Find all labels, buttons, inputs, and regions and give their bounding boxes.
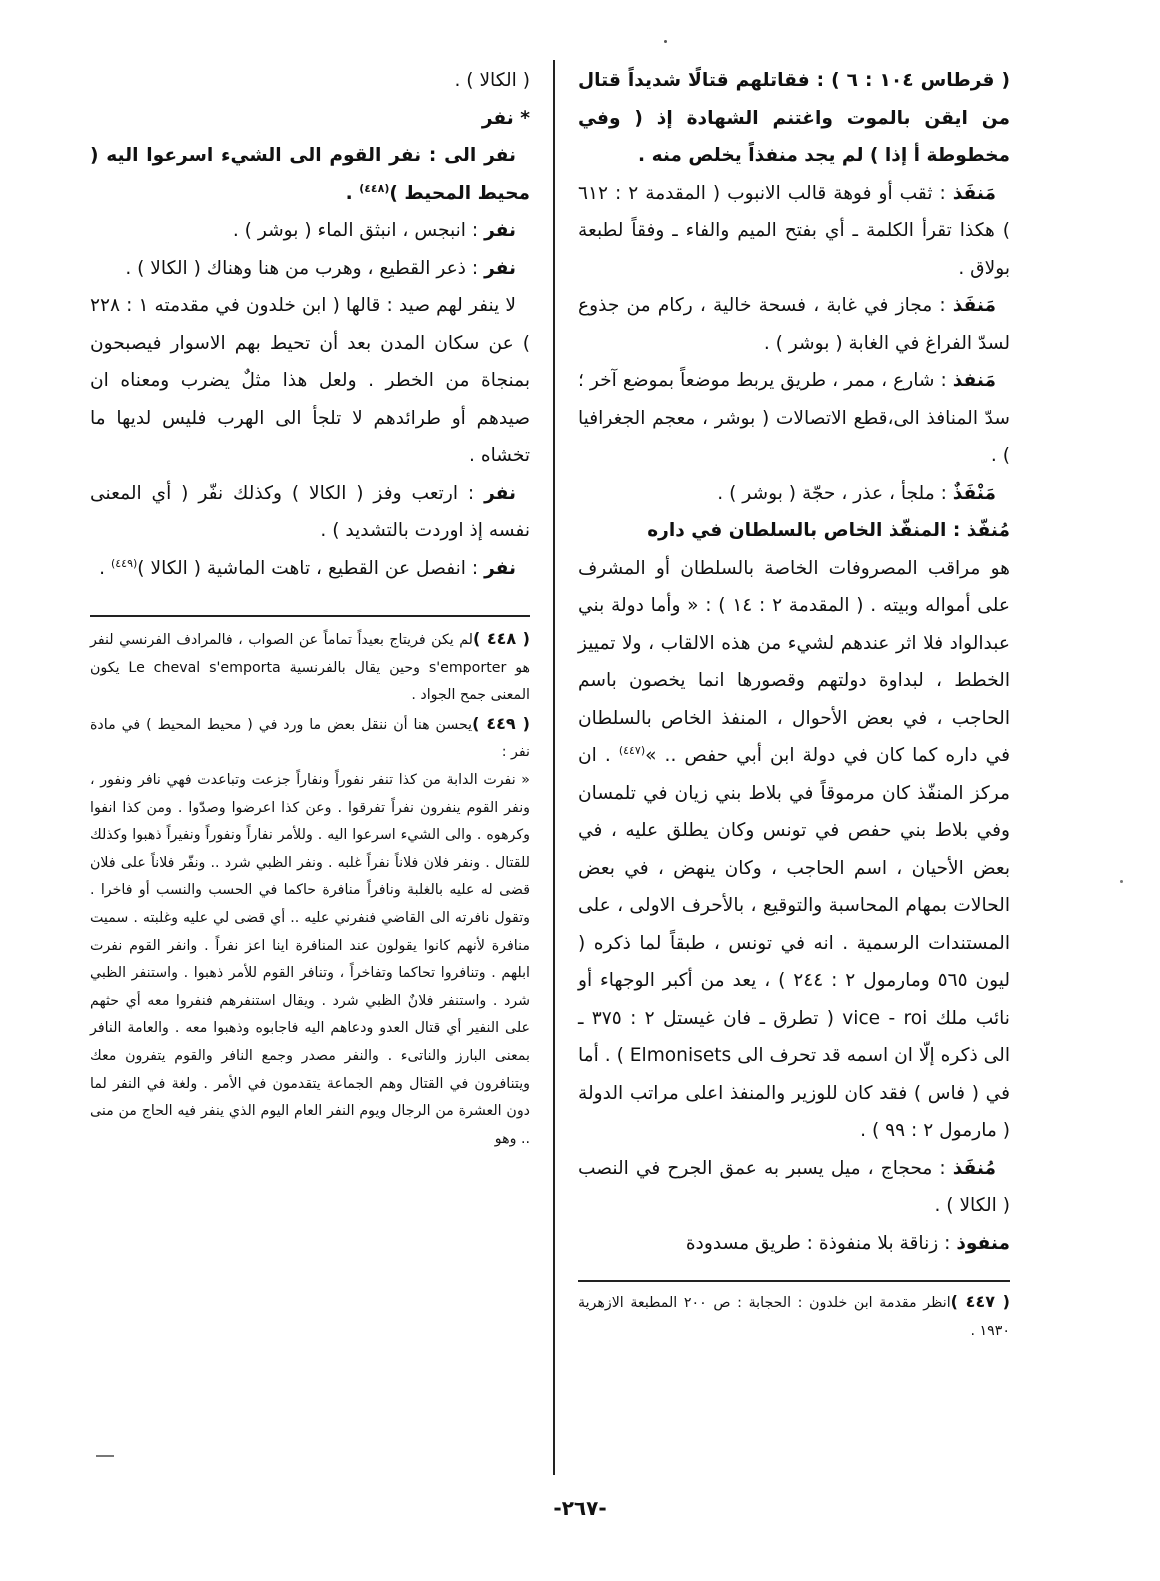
entry-body: هو مراقب المصروفات الخاصة بالسلطان أو المشرف على أمواله وبيته . ( المقدمة ٢ : ١٤ ) : « وأما دولة بني عبدالواد فلا اثر عندهم لشيء من هذه الالقاب ، ولا تمييز الخطط ، لبداوة دولتهم وقصورها انما يخصون باسم الحاجب ، في بعض الأحوال ، المنفذ الخاص بالسلطان في داره كما كان في دولة ابن أبي حفص .. » [578, 557, 1010, 766]
paragraph [90, 475, 530, 550]
footnote-text: يحسن هنا أن ننقل بعض ما ورد في ( محيط المحيط ) في مادة نفر : [90, 716, 530, 761]
entry-body-cont: . ان مركز المنفّذ كان مرموقاً في بلاط بني زيان في تلمسان وفي بلاط بني حفص في تونس وكان يطلق عليه ، في بعض الأحيان ، اسم الحاجب ، وكان ينهض ، في بعض الحالات بمهام المحاسبة والتوقيع ، بالأحرف الاولى ، على المستندات الرسمية . انه في تونس ، طبقاً لما ذكره ( ليون ٥٦٥ ومارمول ٢ : ٢٤٤ ) ، يعد من أكبر الوجهاء أو نائب ملك vice - roi ( تطرق ـ فان غيستل ٢ : ٣٧٥ ـ الى ذكره إلّا ان اسمه قد تحرف الى Elmonisets ) . أما في ( فاس ) فقد كان للوزير والمنفذ اعلى مراتب الدولة ( مارمول ٢ : ٩٩ ) . [578, 745, 1010, 1141]
entry-body: : ارتعب وفز ( الكالا ) وكذلك نفّر ( أي المعنى نفسه إذ اوردت بالتشديد ) . [90, 482, 530, 541]
paragraph [90, 550, 530, 588]
paragraph [90, 250, 530, 288]
footnote [90, 625, 530, 710]
entry-body-cont: . [345, 182, 360, 204]
scan-speck [664, 40, 667, 43]
entry-body: : ثقب أو فوهة قالب الانبوب ( المقدمة ٢ : ٦١٢ ) هكذا تقرأ الكلمة ـ أي بفتح الميم والفاء ـ وفقاً لطبعة بولاق . [578, 182, 1010, 279]
entry-head: مُنفَذ [952, 1157, 996, 1179]
scan-speck [1120, 880, 1123, 883]
footnote-number: ( ٤٤٨ ) [473, 629, 530, 648]
paragraph [90, 212, 530, 250]
entry-body: نفر الى : نفر القوم الى الشيء اسرعوا اليه ( محيط المحيط ) [90, 145, 530, 204]
entry-body: : محجاج ، ميل يسبر به عمق الجرح في النصب ( الكالا ) . [578, 1157, 1010, 1216]
footnote-text: انظر مقدمة ابن خلدون : الحجابة : ص ٢٠٠ المطبعة الازهرية ١٩٣٠ . [578, 1295, 1010, 1339]
footnote-number: ( ٤٤٩ ) [472, 713, 530, 733]
paragraph [578, 287, 1010, 362]
right-column [578, 62, 1010, 1345]
footnote-ref[interactable]: (٤٤٩) [110, 556, 138, 570]
entry-body: : مجاز في غابة ، فسحة خالية ، ركام من جذوع لسدّ الفراغ في الغابة ( بوشر ) . [578, 295, 1010, 354]
footnote [578, 1288, 1010, 1345]
footnote-ref[interactable]: (٤٤٨) [359, 181, 390, 195]
footnote-divider [578, 1280, 1010, 1282]
footnote [90, 710, 530, 767]
page-number: -٢٦٧- [553, 1496, 607, 1520]
entry-head: منفوذ [956, 1232, 1010, 1254]
footnote-divider [90, 615, 530, 617]
entry-body-cont: . [99, 557, 111, 579]
entry-body: : ملجأ ، عذر ، حجّة ( بوشر ) . [717, 482, 953, 504]
paragraph: ( الكالا ) . [454, 70, 530, 91]
scan-mark [96, 1455, 114, 1457]
paragraph: ( قرطاس ١٠٤ : ٦ ) : فقاتلهم قتالًا شديداً قتال من ايقن بالموت واغتنم الشهادة إذ ( وفي مخطوطة أ إذا ) لم يجد منفذاً يخلص منه . [578, 70, 1011, 166]
entry-heading: مُنفّذ : المنفّذ الخاص بالسلطان في داره [647, 520, 1010, 541]
entry-body: : ذعر القطيع ، وهرب من هنا وهناك ( الكالا ) . [125, 257, 485, 279]
entry-body: : شارع ، ممر ، طريق يربط موضعاً بموضع آخر ؛ سدّ المنافذ الى،قطع الاتصالات ( بوشر ، معجم الجغرافيا ) . [578, 370, 1010, 466]
entry-head: نفر [484, 482, 516, 504]
entry-head: مَنفذ [952, 370, 996, 391]
entry-head: مَنفَذ [952, 295, 996, 316]
paragraph [578, 175, 1010, 288]
footnote-text: لم يكن فريتاج بعيداً تماماً عن الصواب ، فالمرادف الفرنسي لنفر هو s'emporter وحين يقال بالفرنسية Le cheval s'emporta يكون المعنى جمح الجواد . [90, 632, 531, 704]
entry-body: : زناقة بلا منفوذة : طريق مسدودة [685, 1232, 957, 1254]
entry-head: نفر [484, 257, 516, 279]
paragraph [578, 550, 1010, 1150]
paragraph [578, 362, 1010, 475]
entry-body: : انفصل عن القطيع ، تاهت الماشية ( الكالا ) [137, 557, 485, 579]
left-column [90, 62, 530, 1153]
entry-head: مَنفَذ [952, 182, 996, 204]
entry-head: نفر [484, 220, 516, 241]
paragraph: لا ينفر لهم صيد : قالها ( ابن خلدون في مقدمته ١ : ٢٢٨ ) عن سكان المدن بعد أن تحيط بهم الاسوار فيصبحون بمنجاة من الخطر . ولعل هذا مثلٌ يضرب ومعناه ان صيدهم أو طرائدهم لا تلجأ الى الهرب فليس لديها ما تخشاه . [90, 295, 530, 466]
paragraph [578, 1225, 1010, 1263]
paragraph [90, 137, 530, 212]
entry-body: : انبجس ، انبثق الماء ( بوشر ) . [232, 220, 485, 241]
footnote-number: ( ٤٤٧ ) [950, 1292, 1010, 1311]
column-divider [553, 60, 555, 1475]
footnote-quote: « نفرت الدابة من كذا تنفر نفوراً ونفاراً جزعت وتباعدت فهي نافر ونفور ، ونفر القوم ينفرون نفراً تفرقوا . وعن كذا اعرضوا وصدّوا . ومن كذا انفوا وكرهوه . والى الشيء اسرعوا اليه . وللأمر نفاراً ونفوراً ونفيراً ذهبوا وكذلك للقتال . ونفر فلان فلاناً نفراً غلبه . ونفر الظبي شرد .. ونفّر فلاناً على فلان قضى له عليه بالغلبة ونافراً منافرة حاكما في الحسب والنسب أو فاخرا . وتقول نافرته الى القاضي فنفرني عليه .. أي قضى لي عليه وغلبته . سميت منافرة لأنهم كانوا يقولون عند المنافرة اينا اعز نفراً . وانفر القوم نفرت ابلهم . وتنافروا تحاكما وتفاخراً ، وتنافر القوم للأمر ذهبوا . واستنفر الظبي شرد . واستنفر فلانٌ الظبي شرد . ويقال استنفرهم فنفروا معه أي حثهم على النفير أي قتال العدو ودعاهم اليه فاجابوه وذهبوا معه . والعامة النافر بمعنى البارز والناتىء . والنفر مصدر وجمع النافر والقوم يتفرون معك ويتنافرون في القتال وهم الجماعة يتقدمون في الأمر . ولغة في النفر لما دون العشرة من الرجال ويوم النفر العام اليوم الذي ينفر فيه الحاج من منى .. وهو [90, 771, 530, 1147]
footnote-ref[interactable]: (٤٤٧) [618, 743, 646, 757]
paragraph [578, 1150, 1010, 1225]
entry-head: مَنْفَذٌ [952, 482, 996, 504]
entry-head: نفر [484, 557, 516, 579]
entry-heading: * نفر [481, 107, 530, 129]
paragraph [578, 475, 1010, 513]
